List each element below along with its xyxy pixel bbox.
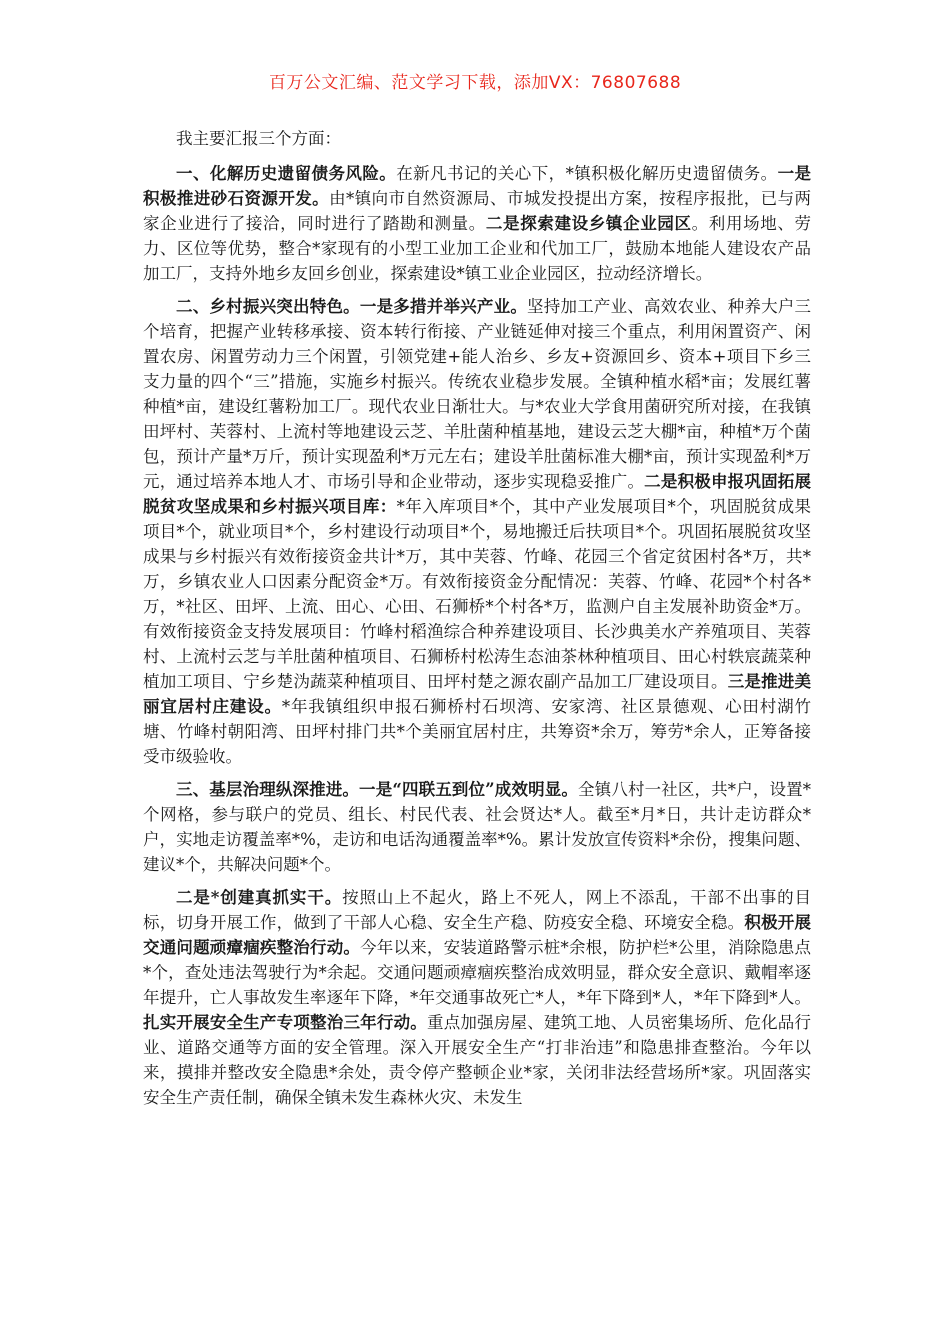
section-paragraph-1 [143,161,811,286]
section-paragraph-4 [143,885,811,1110]
document-body [143,126,811,1118]
text-run: 在新凡书记的关心下，*镇积极化解历史遗留债务。 [396,164,778,183]
section-paragraph-2 [143,294,811,769]
text-run: 全镇八村一社区，共*户，设置*个网格，参与联户的党员、组长、村民代表、社会贤达*人。截至*月*日，共计走访群众*户，实地走访覆盖率*%，走访和电话沟通覆盖率*%。累计发放宣传资料*余份，搜集问题、建议*个，共解决问题*个。 [143,780,812,874]
bold-heading-run: 二是探索建设乡镇企业园区 [485,214,692,233]
bold-heading-run: 一、化解历史遗留债务风险。 [176,164,397,183]
text-run: 今年以来，安装道路警示桩*余根，防护栏*公里，消除隐患点*个，查处违法驾驶行为*余起。交通问题顽瘴痼疾整治成效明显，群众安全意识、戴帽率逐年提升，亡人事故发生率逐年下降，*年交通事故死亡*人，*年下降到*人，*年下降到*人。 [143,938,812,1007]
text-run: 由*镇向市自然资源局、市城发投提出方案，按程序报批，已与两家企业进行了接洽，同时进行了踏勘和测量。 [143,189,812,233]
section-paragraph-3 [143,777,811,877]
text-run: *年我镇组织申报石狮桥村石坝湾、安家湾、社区景德观、心田村湖竹塘、竹峰村朝阳湾、田坪村排门共*个美丽宜居村庄，共筹资*余万，筹劳*余人，正筹备接受市级验收。 [143,697,812,766]
bold-heading-run: 二是积极申报巩固拓展脱贫攻坚成果和乡村振兴项目库： [143,472,812,516]
bold-heading-run: 积极开展交通问题顽瘴痼疾整治行动。 [143,913,812,957]
bold-heading-run: 扎实开展安全生产专项整治三年行动。 [143,1013,427,1032]
text-run: 坚持加工产业、高效农业、种养大户三个培育，把握产业转移承接、资本转行衔接、产业链延伸对接三个重点，利用闲置资产、闲置农房、闲置劳动力三个闲置，引领党建+能人治乡、乡友+资源回乡、资本+项目下乡三支力量的四个“三”措施，实施乡村振兴。传统农业稳步发展。全镇种植水稻*亩；发展红薯种植*亩，建设红薯粉加工厂。现代农业日渐壮大。与*农业大学食用菌研究所对接，在我镇田坪村、芙蓉村、上流村等地建设云芝、羊肚菌种植基地，建设云芝大棚*亩，种植*万个菌包，预计产量*万斤，预计实现盈利*万元左右；建设羊肚菌标准大棚*亩，预计实现盈利*万元，通过培养本地人才、市场引导和企业带动，逐步实现稳妥推广。 [143,297,812,491]
text-run: 。利用场地、劳力、区位等优势，整合*家现有的小型工业加工企业和代加工厂，鼓励本地能人建设农产品加工厂，支持外地乡友回乡创业，探索建设*镇工业企业园区，拉动经济增长。 [143,214,812,283]
bold-heading-run: 三是推进美丽宜居村庄建设。 [143,672,812,716]
bold-heading-run: 二是*创建真抓实干。 [176,888,343,907]
intro-paragraph: 我主要汇报三个方面： [176,129,341,148]
header-banner: 百万公文汇编、范文学习下载，添加VX：76807688 [268,73,682,93]
text-run: 按照山上不起火，路上不死人，网上不添乱，干部不出事的目标，切身开展工作，做到了干部人心稳、安全生产稳、防疫安全稳、环境安全稳。 [143,888,811,932]
bold-heading-run: 三、基层治理纵深推进。一是“四联五到位”成效明显。 [176,780,579,799]
bold-heading-run: 二、乡村振兴突出特色。一是多措并举兴产业。 [176,297,528,316]
text-run: *年入库项目*个，其中产业发展项目*个，巩固脱贫成果项目*个，就业项目*个，乡村建设行动项目*个，易地搬迁后扶项目*个。巩固拓展脱贫攻坚成果与乡村振兴有效衔接资金共计*万，其中芙蓉、竹峰、花园三个省定贫困村各*万，共*万，乡镇农业人口因素分配资金*万。有效衔接资金分配情况：芙蓉、竹峰、花园*个村各*万，*社区、田坪、上流、田心、心田、石狮桥*个村各*万，监测户自主发展补助资金*万。有效衔接资金支持发展项目：竹峰村稻渔综合种养建设项目、长沙典美水产养殖项目、芙蓉村、上流村云芝与羊肚菌种植项目、石狮桥村松涛生态油茶林种植项目、田心村轶宸蔬菜种植加工项目、宁乡楚沩蔬菜种植项目、田坪村楚之源农副产品加工厂建设项目。 [143,497,811,691]
bold-heading-run: 一是积极推进砂石资源开发。 [143,164,812,208]
text-run: 重点加强房屋、建筑工地、人员密集场所、危化品行业、道路交通等方面的安全管理。深入开展安全生产“打非治违”和隐患排查整治。今年以来，摸排并整改安全隐患*余处，责令停产整顿企业*家，关闭非法经营场所*家。巩固落实安全生产责任制，确保全镇未发生森林火灾、未发生 [143,1013,812,1107]
